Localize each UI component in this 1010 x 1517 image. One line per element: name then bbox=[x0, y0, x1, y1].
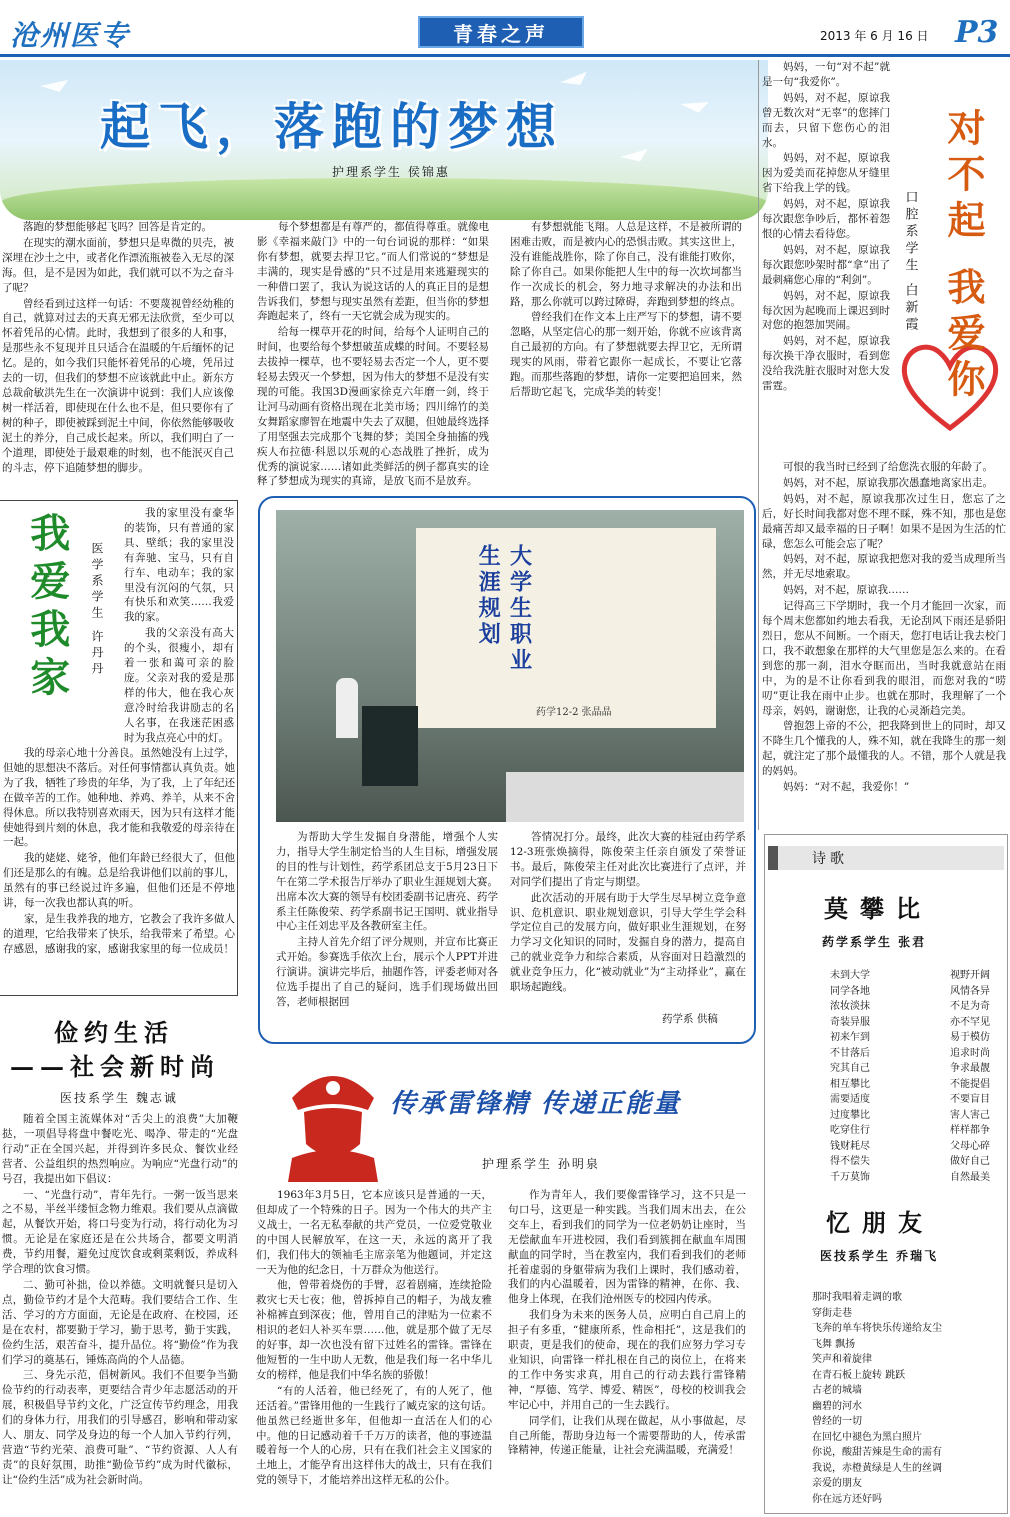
paragraph: 给每一棵草开花的时间，给每个人证明自己的时间，也要给每个梦想破茧成蝶的时间。不要轻易去拔掉一棵草，也不要轻易去否定一个人，更不要轻易去毁灭一个梦想，因为伟大的梦想不是没有实现的可能。我国3D漫画家徐克六年磨一剑，终于让河马动画有资格出现在北美市场；四川绵竹的美女舞蹈家廖智在地震中失去了双腿，但她最终选择了用坚强去完成那个飞舞的梦；美国全身抽搐的残疾人布拉德·科恩以乐观的心态战胜了挫折，成为优秀的演说家……诸如此类鲜活的例子都真实的诠释了梦想成为现实的真谛，是放飞而不是放弃。 bbox=[257, 326, 489, 488]
paragraph: 妈妈，对不起，原谅我每次跟您争吵后，都怀着怨恨的心情去看待您。 bbox=[762, 198, 890, 240]
poem-line bbox=[830, 1077, 990, 1093]
audience bbox=[506, 772, 744, 822]
paper-plane-icon bbox=[679, 98, 708, 114]
paragraph: 每个梦想都是有尊严的，都值得尊重。就像电影《幸福来敲门》中的一句台词说的那样：“如果你有梦想，就要去捍卫它。”而人们常说的“梦想是丰满的，现实是骨感的”只不过是用来逃避现实的一种借口罢了，我认为说这话的人的真正目的是想告诉我们，梦想与现实虽然有差距，但当你的梦想奔跑起来了，终有一天它就会成为现实的。 bbox=[257, 221, 489, 323]
poem-line-left: 吃穿住行 bbox=[830, 1125, 870, 1136]
poem-line-right: 追求时尚 bbox=[950, 1047, 990, 1059]
poem-line-left: 究其自己 bbox=[830, 1063, 870, 1074]
page-number: P3 bbox=[955, 15, 999, 50]
poem-line bbox=[830, 968, 990, 984]
masthead bbox=[0, 0, 1010, 56]
leifeng-banner bbox=[256, 1050, 756, 1186]
poem2-title: 忆朋友 bbox=[826, 1208, 934, 1237]
poem-line: 笑声和着旋律 bbox=[812, 1354, 872, 1365]
screen-sub: 药学12-2 张晶晶 bbox=[536, 707, 612, 718]
poem-line-left: 过度攀比 bbox=[830, 1109, 870, 1121]
podium bbox=[362, 706, 418, 786]
poem-line: 在青石板上旋转 跳跃 bbox=[812, 1369, 906, 1381]
paragraph: 一、“光盘行动”，青年先行。一粥一饭当思来之不易，半丝半缕恒念物力维艰。我们要从点滴做起，从餐饮开始，将口号变为行动，将行动化为习惯。无论是在家庭还是在公共场合，都要文明消费，节约用餐，避免过度饮食或剩菜剩饭，养成科学合理的饮食习惯。 bbox=[2, 1188, 238, 1276]
paragraph: 随着全国主流媒体对“舌尖上的浪费”大加鞭挞，一项倡导将盘中餐吃光、喝净、带走的“光盘行动”正在全国兴起，并得到许多民众、餐饮业经营者、公益组织的热烈响应。为响应“光盘行动”的号召，我提出如下倡议： bbox=[2, 1113, 238, 1185]
poem-line: 我说，赤橙黄绿是人生的丝调 bbox=[812, 1462, 942, 1474]
poem-line bbox=[830, 1046, 990, 1062]
screen-heading: 大学生职业生涯规划 bbox=[475, 544, 533, 674]
poem-line bbox=[830, 1170, 990, 1186]
speaker-figure bbox=[336, 678, 358, 738]
dream-banner bbox=[0, 60, 768, 220]
poem-line-right: 不足为奇 bbox=[950, 1001, 990, 1012]
poem-line-left: 千万莫饰 bbox=[830, 1171, 870, 1183]
poem2-body bbox=[812, 1290, 1002, 1507]
dream-col-1 bbox=[2, 220, 234, 504]
poem1-title: 莫攀比 bbox=[824, 894, 932, 923]
poem-line: 那时我唱着走调的歌 bbox=[812, 1292, 902, 1303]
poem-line-right: 不要盲目 bbox=[950, 1094, 990, 1105]
leifeng-title: 传承雷锋精 传递正能量 bbox=[390, 1089, 682, 1119]
poem-line-left: 浓妆淡抹 bbox=[830, 1001, 870, 1012]
poetry-section-label: 诗歌 bbox=[812, 851, 848, 867]
paragraph: 妈妈，对不起，原谅我每次换干净衣服时，看到您没给我洗脏衣服时对您大发雷霆。 bbox=[762, 335, 890, 393]
poem-line bbox=[830, 1123, 990, 1139]
family-narrow-col bbox=[124, 506, 234, 744]
poem1-author: 药学系学生 张君 bbox=[822, 935, 927, 949]
poem-line: 你说，酸甜苦辣是生命的需有 bbox=[812, 1447, 942, 1458]
paragraph: 我的姥姥、姥爷，他们年龄已经很大了，但他们还是那么的有魄。总是给我讲他们以前的事儿，虽然有的事已经说过许多遍，但他们还是不停地讲，每一次我也都认真的听。 bbox=[3, 852, 235, 910]
paragraph: 妈妈：“对不起，我爱你！” bbox=[783, 781, 910, 794]
paragraph: 妈妈，对不起，原谅我…… bbox=[783, 584, 909, 597]
paper-plane-icon bbox=[40, 80, 68, 92]
poem-line-left: 相互攀比 bbox=[830, 1078, 870, 1090]
leifeng-col-2 bbox=[508, 1188, 746, 1514]
paragraph: 我的母亲心地十分善良。虽然她没有上过学，但她的思想决不落后。对任何事情都认真负责。她为了我，牺牲了珍贵的年华，为了我，上了年纪还在做辛苦的工作。她种地、养鸡、养羊，从来不舍得休息。所以我特别喜欢雨天，因为只有这样才能使她得到片刻的休息，我才能和我敬爱的母亲待在一起。 bbox=[3, 747, 235, 849]
poem-line bbox=[830, 1108, 990, 1124]
career-col-2 bbox=[510, 830, 746, 1028]
poem-line-left: 钱财耗尽 bbox=[830, 1140, 870, 1152]
poem-line: 穿街走巷 bbox=[812, 1307, 852, 1319]
thrift-title: 俭约生活 bbox=[54, 1018, 174, 1047]
paragraph: 妈妈，对不起，原谅我每次因为起晚而上课迟到时对您的抱怨加哭闹。 bbox=[762, 289, 890, 332]
poem-line bbox=[830, 1139, 990, 1155]
paragraph: 有梦想就能飞翔。人总是这样，不是被所谓的困难击败，而是被内心的恐惧击败。其实这世上，没有谁能战胜你，除了你自己，没有谁能打败你，除了你自己。如果你能把人生中的每一次坎坷都当作一次成长的机会，努力地寻求解决的办法和出路，那么你就可以跨过障碍，奔跑到梦想的终点。 bbox=[510, 221, 742, 308]
paragraph: 曾经看到过这样一句话：不要蔑视曾经幼稚的自己，就算对过去的天真无邪无法欣赏，至少可以怀着凭吊的心情。此时，我想到了很多的人和事，是那些永不复现并且只适合在温暖的午后缅怀的记忆。是的，如今我们只能怀着凭吊的心境，凭吊过去的一切，但我们的梦想不应该就此中止。新东方总裁俞敏洪先生在一次演讲中说到：我们人应该像树一样活着，即使现在什么也不是，但只要你有了树的种子，即使被踩到泥土中间，你依然能够吸收泥土的养分，自己成长起来。所以，我们明白了一个道理，即使处于最艰难的时刻，也不能泯灭自己的斗志，停下追随梦想的脚步。 bbox=[2, 297, 234, 474]
poem-line-right: 亦不罕见 bbox=[950, 1016, 990, 1028]
poem-line-right: 父母心碎 bbox=[950, 1140, 990, 1152]
paper-plane-icon bbox=[620, 149, 649, 163]
poem-line-left: 未到大学 bbox=[830, 970, 870, 981]
poem-line-left: 得不偿失 bbox=[830, 1156, 870, 1167]
leifeng-col-1 bbox=[256, 1188, 492, 1514]
poem-line-right: 害人害己 bbox=[950, 1109, 990, 1121]
school-name: 沧州医专 bbox=[10, 19, 131, 52]
poem-line bbox=[830, 1092, 990, 1108]
poem-line: 古老的城墙 bbox=[812, 1385, 862, 1396]
career-photo bbox=[276, 510, 744, 822]
thrift-subtitle: ——社会新时尚 bbox=[10, 1052, 220, 1081]
section-title: 青春之声 bbox=[418, 16, 584, 48]
paragraph: 记得高三下学期时，我一个月才能回一次家，而每个周末您都如约地去看我，无论刮风下雨还是骄阳烈日，您从不间断。一个雨天，您打电话让我去校门口，我不敢想象在那样的大气里您是怎么来的。在看到您的那一刹，泪水夺眶而出，当时我就意站在雨中，为的是不让你看到我的眼泪，而您对我的“唠叨”更让我在雨中止步。也就在那时，我理解了一个母亲，妈妈，谢谢您，让我的心灵渐趋完美。 bbox=[762, 600, 1006, 717]
issue-date: 2013 年 6 月 16 日 bbox=[820, 29, 929, 43]
leifeng-author: 护理系学生 孙明泉 bbox=[482, 1157, 600, 1171]
leifeng-portrait-icon bbox=[278, 1058, 388, 1182]
poem-line bbox=[830, 1061, 990, 1077]
poem-line-right: 自然最美 bbox=[950, 1171, 990, 1183]
paragraph: 妈妈，一句“对不起”就是一句“我爱你”。 bbox=[762, 61, 890, 88]
thrift-body bbox=[2, 1112, 238, 1512]
paragraph: 家，是生我养我的地方，它教会了我许多做人的道理，它给我带来了快乐，给我带来了希望。心存感恩，感谢我的家，感谢我家里的每一位成员！ bbox=[3, 912, 235, 955]
paragraph: 我的家里没有豪华的装饰，只有普通的家具、壁纸；我的家里没有奔驰、宝马，只有自行车、电动车；我的家里没有沉闷的气氛，只有快乐和欢笑……我爱我的家。 bbox=[124, 507, 234, 624]
family-title: 我爱我家 bbox=[23, 512, 71, 704]
paper-plane-icon bbox=[559, 72, 589, 89]
poem-line-left: 需要适度 bbox=[830, 1094, 870, 1105]
poem-line: 亲爱的朋友 bbox=[812, 1478, 862, 1489]
poetry-section-bar bbox=[768, 846, 1004, 870]
paragraph: 作为青年人，我们要像雷锋学习，这不只是一句口号，这更是一种实践。当我们周末出去，在公交车上，看到我们的同学为一位老奶奶让座时，当无偿献血车开进校园，我们看到簇拥在献血车周围献血的同学时，当在教室内，我们看到我们的老师托着虚弱的身躯带病为我们上课时，我们感动着，我们的内心温暖着，因为雷锋的精神，在你、我、他身上体现，在我们沧州医专的校园内传承。 bbox=[508, 1189, 746, 1306]
family-author: 医学系学生 许丹丹 bbox=[90, 542, 105, 678]
poem-line: 飞舞 飘扬 bbox=[812, 1338, 856, 1350]
poem-line-left: 同学各地 bbox=[830, 985, 870, 997]
dream-col-2 bbox=[257, 220, 489, 504]
poem-line-right: 做好自己 bbox=[950, 1156, 990, 1167]
family-wide-col bbox=[3, 746, 235, 992]
poem-line: 曾经的一切 bbox=[812, 1416, 862, 1427]
masthead-rule bbox=[0, 54, 1010, 57]
paragraph: 我们身为未来的医务人员，应明白自己肩上的担子有多重，“健康所系，性命相托”，这是我们的职责，更是我们的使命，现在的我们应努力学习专业知识，向雷锋一样扎根在自己的岗位上，在将来的工作中务实求真，用自己的行动去践行雷锋精神，“厚德、笃学、博爱、精医”，母校的校训我会牢记心中，并用自己的一生去践行。 bbox=[508, 1309, 746, 1411]
poem-line: 飞奔的单车将快乐传递给友尘 bbox=[812, 1323, 942, 1334]
paragraph: 妈妈，对不起，原谅我把您对我的爱当成理所当然，并无尽地索取。 bbox=[762, 553, 1006, 581]
sorry-author: 口腔系学生 白新霞 bbox=[902, 190, 918, 335]
poem-line-left: 不甘落后 bbox=[830, 1047, 870, 1059]
paragraph: 落跑的梦想能够起飞吗？回答是肯定的。 bbox=[23, 221, 212, 233]
poem-line-right: 样样都争 bbox=[950, 1125, 990, 1136]
poem2-author: 医技系学生 乔瑞飞 bbox=[820, 1249, 939, 1263]
paragraph: 妈妈，对不起，原谅我曾无数次对“无辜”的您摔门而去，只留下您伤心的泪水。 bbox=[762, 91, 890, 149]
poem-line: 在回忆中褪色为黑白照片 bbox=[812, 1431, 922, 1443]
poem-line-right: 争求最靓 bbox=[950, 1063, 990, 1074]
paragraph: 为帮助大学生发掘自身潜能，增强个人实力，指导大学生制定恰当的人生目标，增强发展的目的性与计划性，药学系团总支于5月23日下午在第二学术报告厅举办了职业生涯规划大赛。出席本次大赛的领导有校团委副书记唐亮、药学系主任陈俊荣、药学系副书记王国明、就业指导中心主任刘忠平及各教研室主任。 bbox=[276, 831, 498, 933]
paragraph: 妈妈，对不起，原谅我那次愚蠢地离家出走。 bbox=[783, 476, 993, 489]
poem1-body bbox=[830, 968, 990, 1185]
career-byline: 药学系 供稿 bbox=[662, 1013, 718, 1025]
poem-line bbox=[830, 984, 990, 1000]
paragraph: 答情况打分。最终，此次大赛的桂冠由药学系12-3班张焕摘得，陈俊荣主任亲自颁发了荣誉证书。最后，陈俊荣主任对此次比赛进行了点评，并对同学们提出了肯定与期望。 bbox=[510, 831, 746, 888]
career-col-1 bbox=[276, 830, 498, 1030]
poem-line bbox=[830, 1154, 990, 1170]
sorry-narrow-col bbox=[762, 60, 890, 458]
paragraph: 曾经我们在作文本上庄严写下的梦想，请不要忽略，从坚定信心的那一刻开始，你就不应该背离自己最初的方向。有了梦想就要去捍卫它，无所谓现实的风雨，带着它跟你一起成长，不要让它落跑。而那些落跑的梦想，请你一定要把追回来，然后帮助它起飞，完成华美的转变！ bbox=[510, 311, 742, 398]
poem-line bbox=[830, 999, 990, 1015]
paragraph: 曾抱怨上帝的不公，把我降到世上的同时，却又不降生几个懂我的人，殊不知，就在我降生的那一刻起，就注定了那个最懂我的人。不错，那个人就是我的妈妈。 bbox=[762, 720, 1006, 778]
paragraph: 主持人首先介绍了评分规则，并宣布比赛正式开始。参赛选手依次上台，展示个人PPT并进行演讲。演讲完毕后，抽题作答，评委老师对各位选手提出了自己的疑问，选手们现场做出回答，老师根据回 bbox=[276, 936, 498, 1008]
poem-line: 幽碧的河水 bbox=[812, 1400, 862, 1412]
poem-line: 你在远方还好吗 bbox=[812, 1493, 882, 1505]
dream-title: 起飞，落跑的梦想 bbox=[100, 98, 564, 156]
poem-line-left: 奇装异服 bbox=[830, 1016, 870, 1028]
paragraph: 此次活动的开展有助于大学生尽早树立竞争意识、危机意识、职业规划意识，引导大学生学会科学定位自己的发展方向，做好职业生涯规划，在努力学习文化知识的同时，发掘自身的潜力，提高自己的就业竞争力和综合素质，从容面对日趋激烈的就业竞争压力，化“被动就业”为“主动择业”，赢在职场起跑线。 bbox=[510, 891, 746, 994]
poem-line-right: 易于模仿 bbox=[950, 1032, 990, 1043]
paragraph: 妈妈，对不起，原谅我每次跟您吵架时都“拿”出了最刺痛您心扉的“利剑”。 bbox=[762, 243, 890, 286]
paragraph: 1963年3月5日，它本应该只是普通的一天，但却成了一个特殊的日子。因为一个伟大的共产主义战士，一名无私奉献的共产党员，一位爱党敬业的中国人民解放军，在这一天，永远的离开了我们，我们伟大的领袖毛主席亲笔为他题词，并定这一天为他的纪念日，十万群众为他送行。 bbox=[256, 1189, 492, 1276]
paragraph: 妈妈，对不起，原谅我那次过生日，您忘了之后，好长时间我都对您不理不睬，殊不知，那也是您最痛苦却又最幸福的日子啊！如果不是因为生活的忙碌，您怎么可能会忘了呢？ bbox=[762, 492, 1006, 550]
paragraph: 二、勤可补拙，俭以养德。文明就餐只是切入点，勤俭节约才是个大范畴。我们要结合工作、生活、学习的方方面面，无论是在政府、在校园，还是在农村，都要勤于学习，勤于思考，勤于实践，俭约生活，艰苦奋斗，提升品位。将“勤俭”作为我们学习的奠基石，锤炼高尚的个人品德。 bbox=[2, 1278, 238, 1366]
paragraph: 可恨的我当时已经到了给您洗衣服的年龄了。 bbox=[783, 461, 993, 473]
projection-screen bbox=[416, 528, 716, 728]
poem-line-right: 风情各异 bbox=[950, 985, 990, 997]
banner-grass bbox=[0, 178, 768, 220]
paragraph: 同学们，让我们从现在做起，从小事做起，尽自己所能，帮助身边每一个需要帮助的人，传承雷锋精神，传递正能量，让社会充满温暖，充满爱！ bbox=[508, 1414, 746, 1457]
poem-line bbox=[830, 1030, 990, 1046]
poem-line bbox=[830, 1015, 990, 1031]
paragraph: 三、身先示范，倡树新风。我们不但要争当勤俭节约的行动表率，更要结合青少年志愿活动的开展，积极倡导节约文化，广泛宣传节约理念，用我们的身体力行，用我们的引导感召，影响和带动家人、朋友、同学及身边的每一个人加入节约行列，营造“节约光荣、浪费可耻”、“节约资源、人人有责”的良好氛围，助推“勤俭节约”成为时代徽标，让“俭约生活”成为社会新时尚。 bbox=[2, 1369, 238, 1486]
paragraph: “有的人活着，他已经死了，有的人死了，他还活着。”雷锋用他的一生践行了臧克家的这句话。他虽然已经逝世多年，但他却一直活在人们的心中。他的日记感动着千千万万的读者，他的事迹温暖着每一个人的心房，只有在我们社会主义国家的土地上，才能孕育出这样伟大的战士，只有在我们党的领导下，才能培养出这样无私的公仆。 bbox=[256, 1384, 492, 1487]
poem-line-left: 初来乍到 bbox=[830, 1032, 870, 1043]
sorry-title: 对不起 我爱你 bbox=[940, 108, 986, 406]
paragraph: 我的父亲没有高大的个头，很瘦小，却有着一张和蔼可亲的脸庞。父亲对我的爱是那样的伟大，他在我心灰意冷时给我讲励志的名人名事，在我迷茫困惑时为我点亮心中的灯。 bbox=[124, 627, 234, 744]
paragraph: 在现实的潮水面前，梦想只是卑微的贝壳，被深埋在沙土之中，或者化作漂流瓶被卷入无尽的深海。但，是不是因为如此，我们就可以不为之奋斗了呢？ bbox=[2, 236, 234, 294]
dream-author: 护理系学生 侯锦惠 bbox=[332, 165, 450, 179]
thrift-author: 医技系学生 魏志诚 bbox=[60, 1091, 178, 1105]
paragraph: 妈妈，对不起，原谅我因为爱美而花掉您从牙缝里省下给我上学的钱。 bbox=[762, 152, 890, 195]
sorry-wide-col bbox=[762, 460, 1006, 820]
dream-col-3 bbox=[510, 220, 742, 490]
paragraph: 他，曾带着烧伤的手臂，忍着剧痛，连续抢险救灾七天七夜；他，曾拆掉自己的帽子，为战友雅补棉裤直到深夜；他，曾用自己的津贴为一位素不相识的老妇人补买车票……他，就是那个做了无尽的好事，却一次也没有留下过姓名的雷锋。雷锋在他短暂的一生中助人无数，他是我们每一名中华儿女的榜样，他是我们中华名族的骄傲！ bbox=[256, 1279, 492, 1381]
poem-line-right: 不能提倡 bbox=[950, 1078, 990, 1090]
poem-line-right: 视野开阔 bbox=[950, 970, 990, 981]
